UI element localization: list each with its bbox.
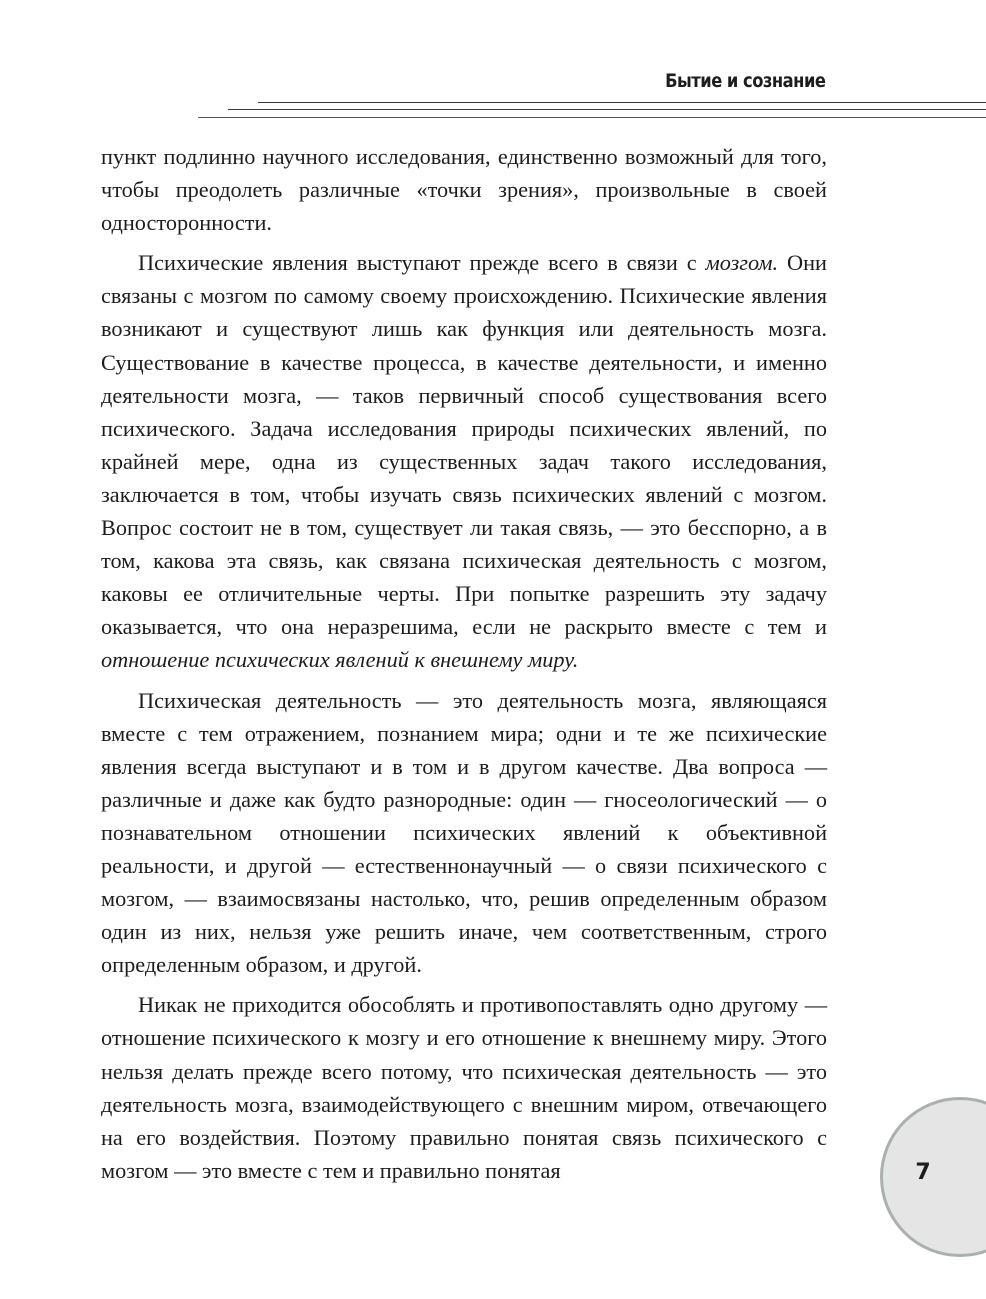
text-run: Психическая деятельность — это деятельность мозга, являющаяся вместе с тем отражением, познанием мира; одни и те же психические явления всегда выступают и в том и в другом качестве. Два вопроса — различные и даже как будто разнородные: один — гносеологический — о познавательном отношении психических явлений к объективной реальности, и другой — естественнонаучный — о связи психического с мозгом, — взаимосвязаны настолько, что, решив определенным образом один из них, нельзя уже решить иначе, чем соответственным, строго определенным образом, и другой. [101,687,827,978]
text-run: Они связаны с мозгом по самому своему происхождению. Психические явления возникают и существуют лишь как функция или деятельность мозга. Существование в качестве процесса, в качестве деятельности, и именно деятельности мозга, — таков первичный способ существования всего психического. Задача исследования природы психических явлений, по крайней мере, одна из существенных задач такого исследования, заключается в том, чтобы изучать связь психических явлений с мозгом. Вопрос состоит не в том, существует ли такая связь, — это бесспорно, а в том, какова эта связь, как связана психическая деятельность с мозгом, каковы ее отличительные черты. При попытке разрешить эту задачу оказывается, что она неразрешима, если не раскрыто вместе с тем и [101,250,827,640]
header-rule-top [258,102,986,103]
paragraph-1 [101,140,827,239]
italic-run: отношение психических явлений к внешнему миру. [101,647,579,673]
paragraph-2 [101,246,827,676]
italic-run: мозгом. [705,250,779,276]
body-text [101,140,827,1187]
page-number: 7 [915,1160,931,1185]
header-rule-middle [228,109,986,110]
paragraph-3 [101,684,827,982]
header-rule-bottom [198,117,986,118]
paragraph-4 [101,988,827,1187]
text-run: пункт подлинно научного исследования, единственно возможный для того, чтобы преодолеть различные «точки зрения», произвольные в своей односторонности. [101,144,827,236]
text-run: Никак не приходится обособлять и противопоставлять одно другому — отношение психического к мозгу и его отношение к внешнему миру. Этого нельзя делать прежде всего потому, что психическая деятельность — это деятельность мозга, взаимодействующего с внешним миром, отвечающего на его воздействия. Поэтому правильно понятая связь психического с мозгом — это вместе с тем и правильно понятая [101,992,827,1183]
text-run: Психические явления выступают прежде всего в связи с [138,250,706,276]
running-header-title: Бытие и сознание [664,70,825,92]
